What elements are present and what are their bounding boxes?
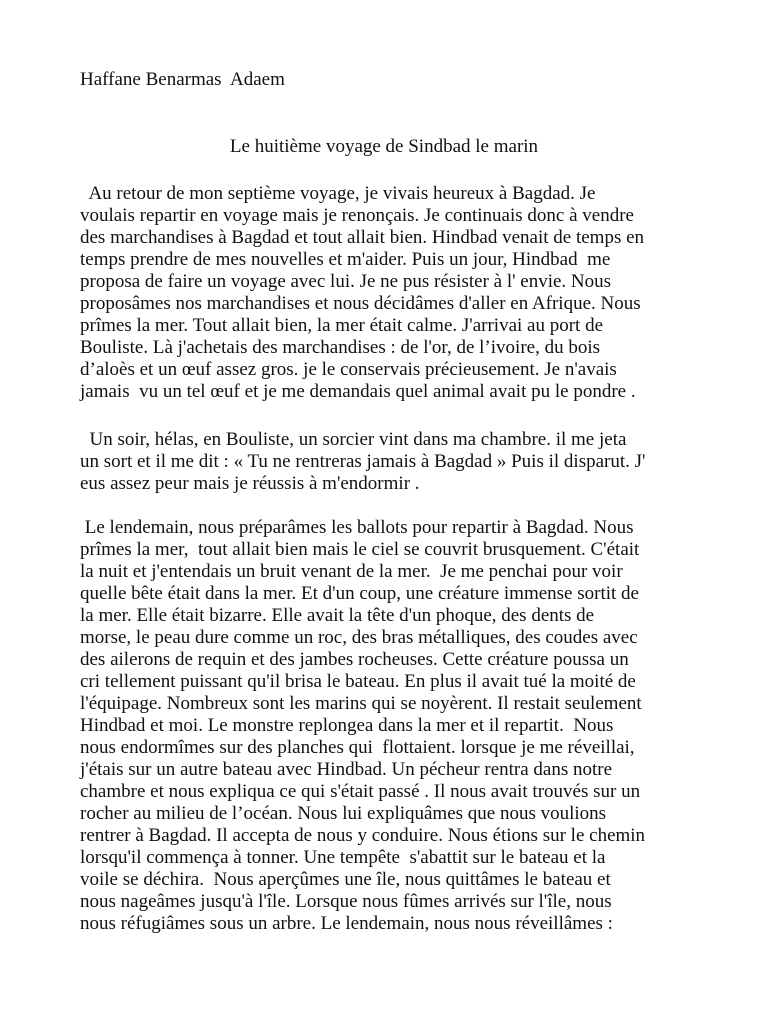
paragraph-1 bbox=[80, 183, 730, 403]
text-line: chambre et nous expliqua ce qui s'était passé . Il nous avait trouvés sur un bbox=[80, 781, 641, 802]
text-line: eus assez peur mais je réussis à m'endormir . bbox=[80, 473, 420, 494]
text-line: voulais repartir en voyage mais je renonçais. Je continuais donc à vendre bbox=[80, 205, 634, 226]
text-line: quelle bête était dans la mer. Et d'un coup, une créature immense sortit de bbox=[80, 583, 639, 604]
text-line: cri tellement puissant qu'il brisa le bateau. En plus il avait tué la moité de bbox=[80, 671, 636, 692]
text-line: nous nageâmes jusqu'à l'île. Lorsque nous fûmes arrivés sur l'île, nous bbox=[80, 891, 612, 912]
author-name: Haffane Benarmas Adaem bbox=[80, 69, 285, 90]
paragraph-3 bbox=[80, 517, 730, 935]
text-line: nous endormîmes sur des planches qui flottaient. lorsque je me réveillai, bbox=[80, 737, 635, 758]
text-line: rocher au milieu de l’océan. Nous lui expliquâmes que nous voulions bbox=[80, 803, 607, 824]
text-line: des ailerons de requin et des jambes rocheuses. Cette créature poussa un bbox=[80, 649, 629, 670]
text-line: rentrer à Bagdad. Il accepta de nous y conduire. Nous étions sur le chemin bbox=[80, 825, 646, 846]
text-line: la nuit et j'entendais un bruit venant de la mer. Je me penchai pour voir bbox=[80, 561, 623, 582]
text-line: proposâmes nos marchandises et nous décidâmes d'aller en Afrique. Nous bbox=[80, 293, 641, 314]
text-line: Un soir, hélas, en Bouliste, un sorcier vint dans ma chambre. il me jeta bbox=[80, 429, 627, 450]
text-line: Au retour de mon septième voyage, je vivais heureux à Bagdad. Je bbox=[80, 183, 596, 204]
text-line: des marchandises à Bagdad et tout allait bien. Hindbad venait de temps en bbox=[80, 227, 645, 248]
text-line: morse, le peau dure comme un roc, des bras métalliques, des coudes avec bbox=[80, 627, 638, 648]
text-line: l'équipage. Nombreux sont les marins qui se noyèrent. Il restait seulement bbox=[80, 693, 642, 714]
text-line: jamais vu un tel œuf et je me demandais quel animal avait pu le pondre . bbox=[80, 381, 636, 402]
text-line: proposa de faire un voyage avec lui. Je ne pus résister à l' envie. Nous bbox=[80, 271, 612, 292]
text-line: prîmes la mer. Tout allait bien, la mer était calme. J'arrivai au port de bbox=[80, 315, 604, 336]
text-line: voile se déchira. Nous aperçûmes une île, nous quittâmes le bateau et bbox=[80, 869, 611, 890]
text-line: Le lendemain, nous préparâmes les ballots pour repartir à Bagdad. Nous bbox=[80, 517, 634, 538]
text-line: j'étais sur un autre bateau avec Hindbad. Un pécheur rentra dans notre bbox=[80, 759, 613, 780]
text-line: un sort et il me dit : « Tu ne rentreras jamais à Bagdad » Puis il disparut. J' bbox=[80, 451, 646, 472]
document-title: Le huitième voyage de Sindbad le marin bbox=[229, 136, 539, 157]
paragraph-2 bbox=[80, 429, 730, 495]
text-line: Bouliste. Là j'achetais des marchandises : de l'or, de l’ivoire, du bois bbox=[80, 337, 601, 358]
text-line: prîmes la mer, tout allait bien mais le ciel se couvrit brusquement. C'était bbox=[80, 539, 640, 560]
text-line: d’aloès et un œuf assez gros. je le conservais précieusement. Je n'avais bbox=[80, 359, 617, 380]
text-line: Hindbad et moi. Le monstre replongea dans la mer et il repartit. Nous bbox=[80, 715, 614, 736]
text-line: la mer. Elle était bizarre. Elle avait la tête d'un phoque, des dents de bbox=[80, 605, 595, 626]
text-line: temps prendre de mes nouvelles et m'aider. Puis un jour, Hindbad me bbox=[80, 249, 611, 270]
text-line: nous réfugiâmes sous un arbre. Le lendemain, nous nous réveillâmes : bbox=[80, 913, 613, 934]
text-line: lorsqu'il commença à tonner. Une tempête s'abattit sur le bateau et la bbox=[80, 847, 606, 868]
